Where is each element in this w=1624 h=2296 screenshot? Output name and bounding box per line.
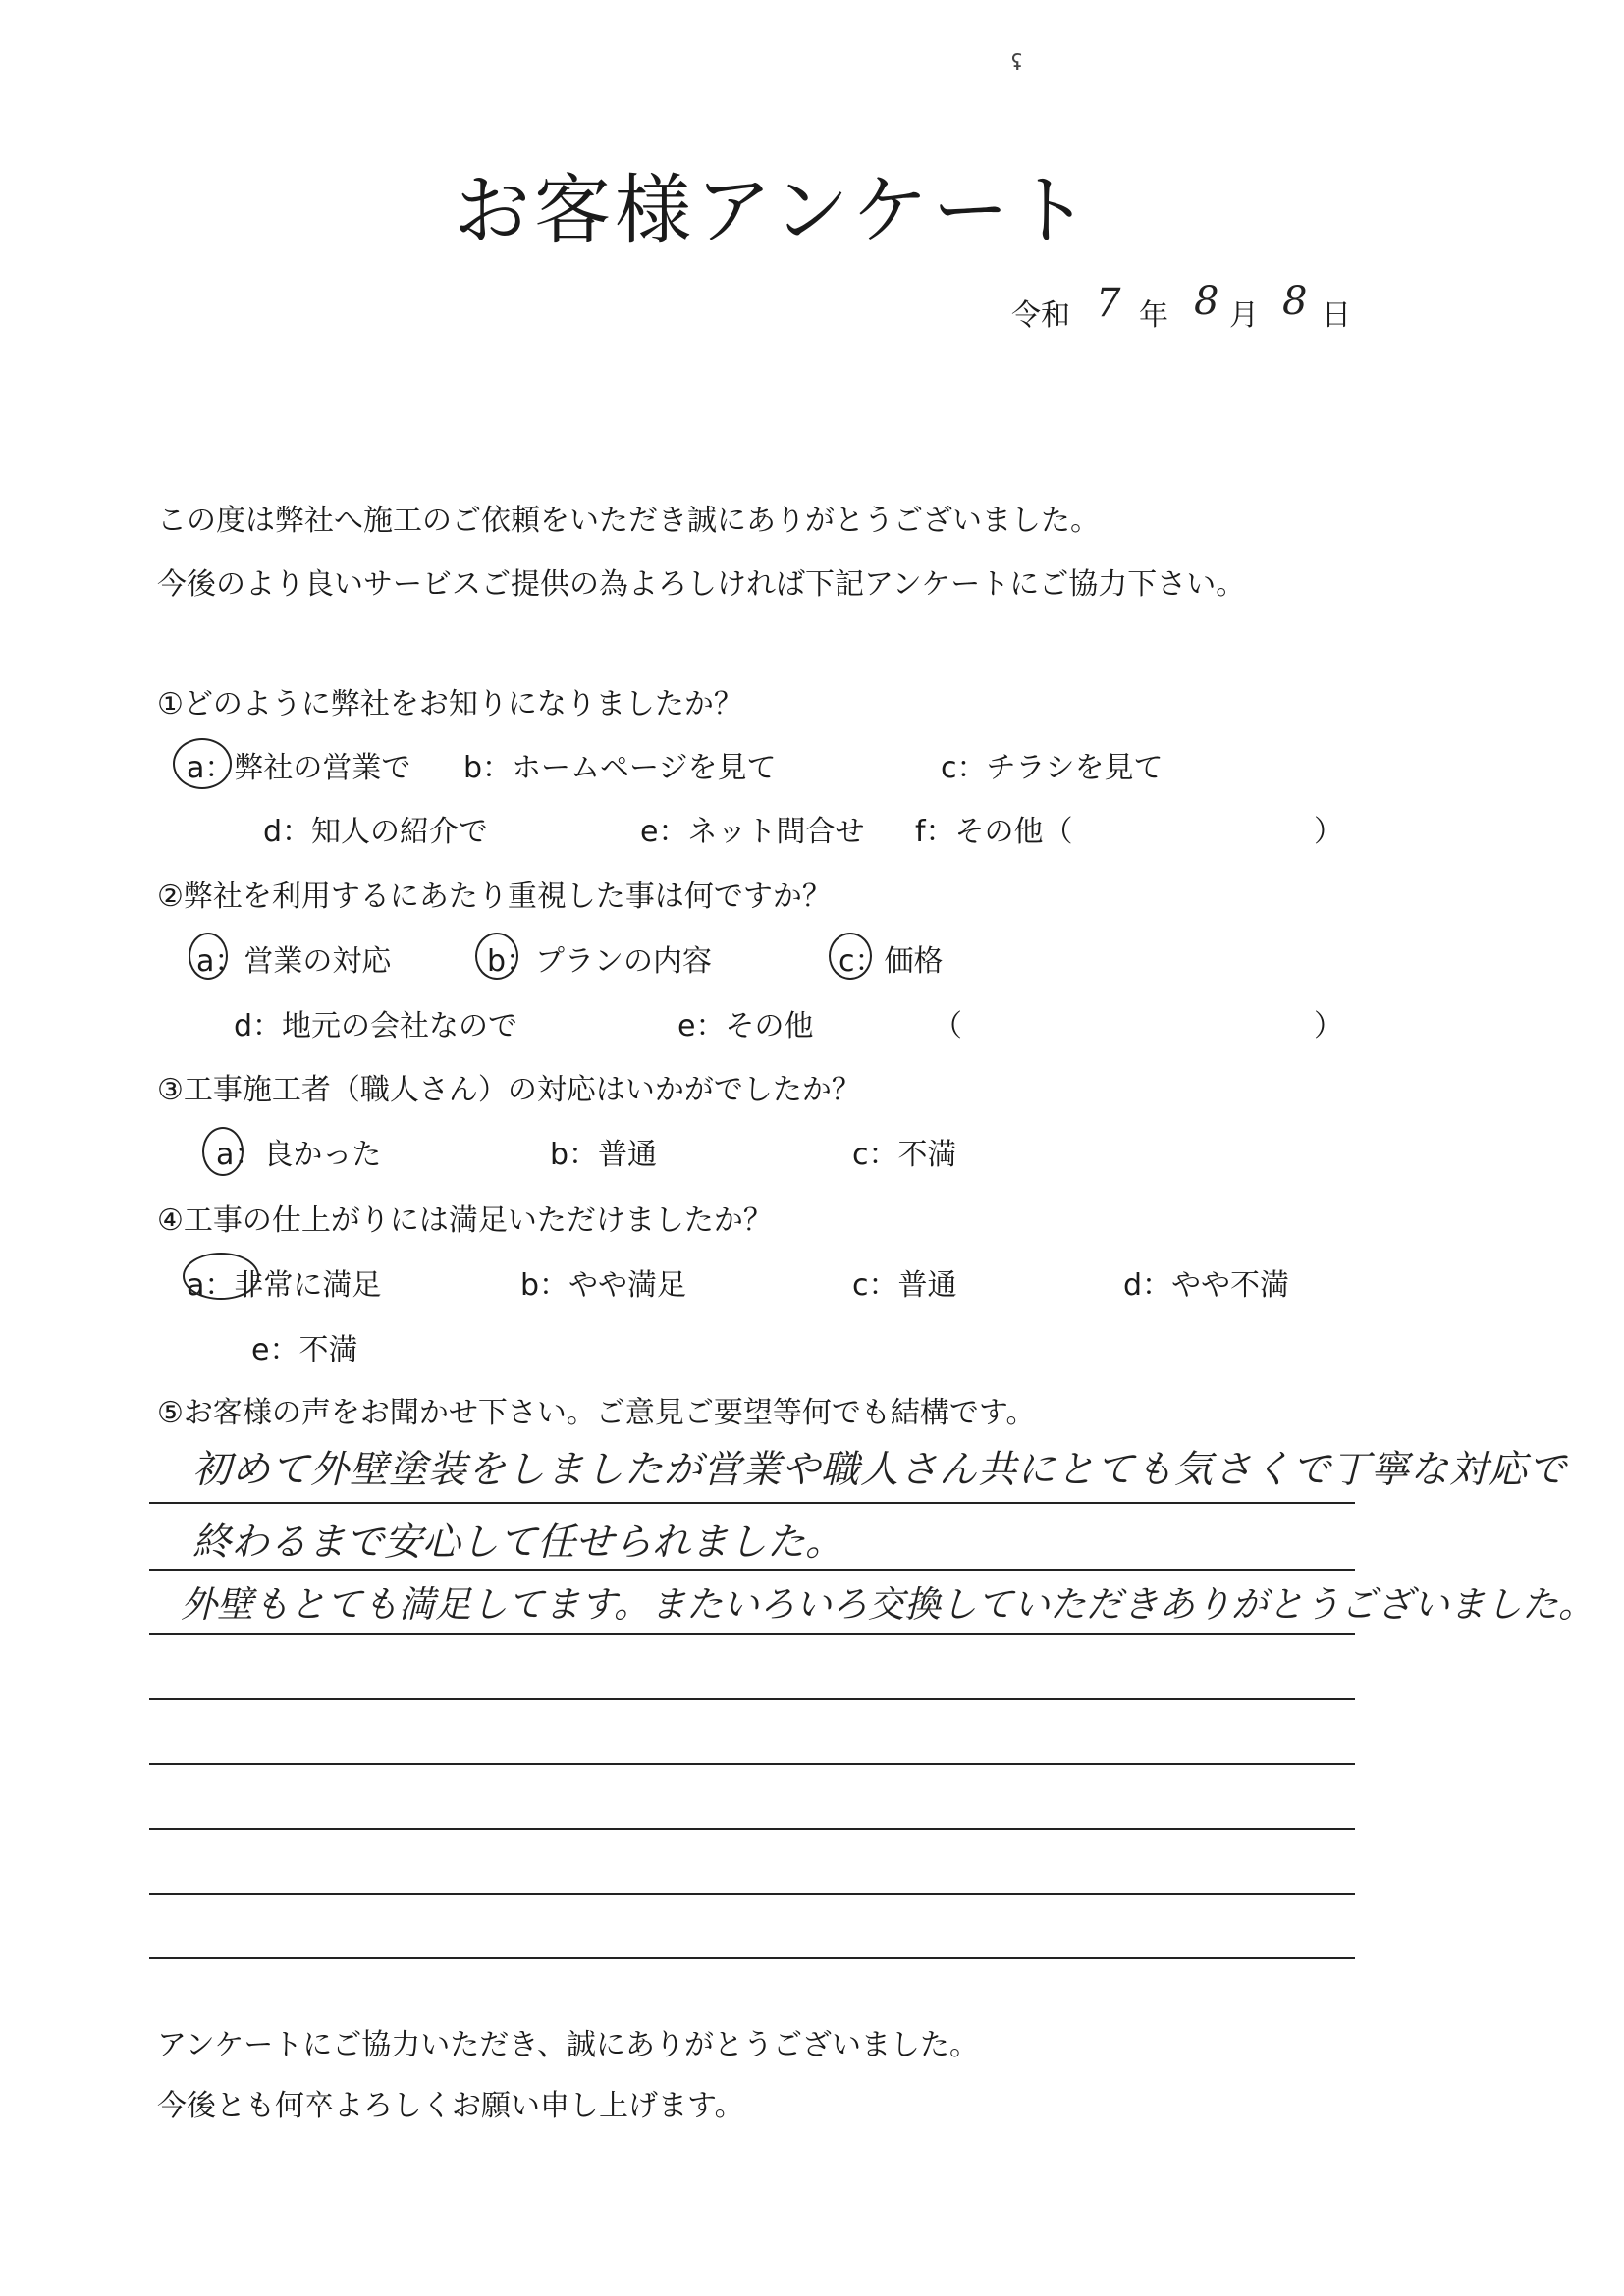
q2-option-e: e：その他 [677,1009,814,1043]
date-year-unit: 年 [1139,298,1168,333]
comment-rule-5 [149,1763,1355,1765]
q4-question: ④工事の仕上がりには満足いただけましたか？ [157,1203,773,1238]
q2-question: ②弊社を利用するにあたり重視した事は何ですか？ [157,880,832,914]
q1-option-a: a：弊社の営業で [187,751,411,785]
q1-selection-circle [173,738,232,789]
corner-mark: ʢ [1011,51,1023,76]
q2-option-a: a：営業の対応 [196,944,392,979]
q5-comment-line-3: 外壁もとても満足してます。またいろいろ交換していただきありがとうございました。 [181,1583,1596,1626]
date-month-unit: 月 [1229,298,1259,333]
q4-option-d: d：やや不満 [1123,1268,1290,1303]
date-year: 7 [1096,281,1121,326]
q1-option-e: e：ネット問合せ [640,815,865,849]
date-era: 令和 [1011,298,1070,333]
date-day: 8 [1282,279,1308,324]
comment-rule-7 [149,1893,1355,1895]
q2-option-d: d：地元の会社なので [234,1009,518,1043]
q4-option-a: a：非常に満足 [187,1268,382,1303]
q4-option-b: b：やや満足 [520,1268,687,1303]
comment-rule-4 [149,1698,1355,1700]
q1-option-f: f：その他（ [915,815,1073,849]
closing-line-1: アンケートにご協力いただき、誠にありがとうございました。 [157,2028,979,2062]
q2-option-c: c：価格 [839,944,944,979]
comment-rule-6 [149,1828,1355,1830]
comment-rule-1 [149,1502,1355,1504]
q1-option-b: b：ホームページを見て [463,751,777,785]
comment-rule-2 [149,1569,1355,1571]
q1-option-c: c：チラシを見て [941,751,1164,785]
q1-option-d: d：知人の紹介で [263,815,489,849]
q3-option-c: c：不満 [852,1138,957,1172]
date-month: 8 [1194,279,1219,324]
q5-comment-line-1: 初めて外壁塗装をしましたが営業や職人さん共にとても気さくで丁寧な対応で [192,1448,1568,1492]
q2-option-b: b：プランの内容 [487,944,713,979]
closing-line-2: 今後とも何卒よろしくお願い申し上げます。 [157,2089,744,2123]
q3-selection-circle [202,1127,244,1176]
q5-question: ⑤お客様の声をお聞かせ下さい。ご意見ご要望等何でも結構です。 [157,1396,1036,1430]
q4-selection-circle [183,1253,259,1300]
q5-comment-line-2: 終わるまで安心して任せられました。 [192,1521,844,1565]
q2-option-e-open: （ [933,1009,962,1043]
date-day-unit: 日 [1322,298,1351,333]
comment-rule-8 [149,1957,1355,1959]
q2-option-e-close: ） [1314,1009,1343,1043]
q3-question: ③工事施工者（職人さん）の対応はいかがでしたか？ [157,1073,861,1107]
q4-option-e: e：不満 [251,1333,358,1367]
q2-selection-circle-b [475,933,518,980]
intro-line-1: この度は弊社へ施工のご依頼をいただき誠にありがとうございました。 [157,504,1100,538]
q4-option-c: c：普通 [852,1268,957,1303]
page-title: お客様アンケート [454,167,1094,255]
q3-option-a: a：良かった [216,1138,382,1172]
comment-rule-3 [149,1633,1355,1635]
q2-selection-circle-c [829,933,872,980]
q3-option-b: b：普通 [550,1138,658,1172]
intro-line-2: 今後のより良いサービスご提供の為よろしければ下記アンケートにご協力下さい。 [157,567,1246,602]
q1-question: ①どのように弊社をお知りになりましたか？ [157,687,743,721]
q1-option-f-close: ） [1314,815,1343,849]
q2-selection-circle-a [189,933,228,980]
